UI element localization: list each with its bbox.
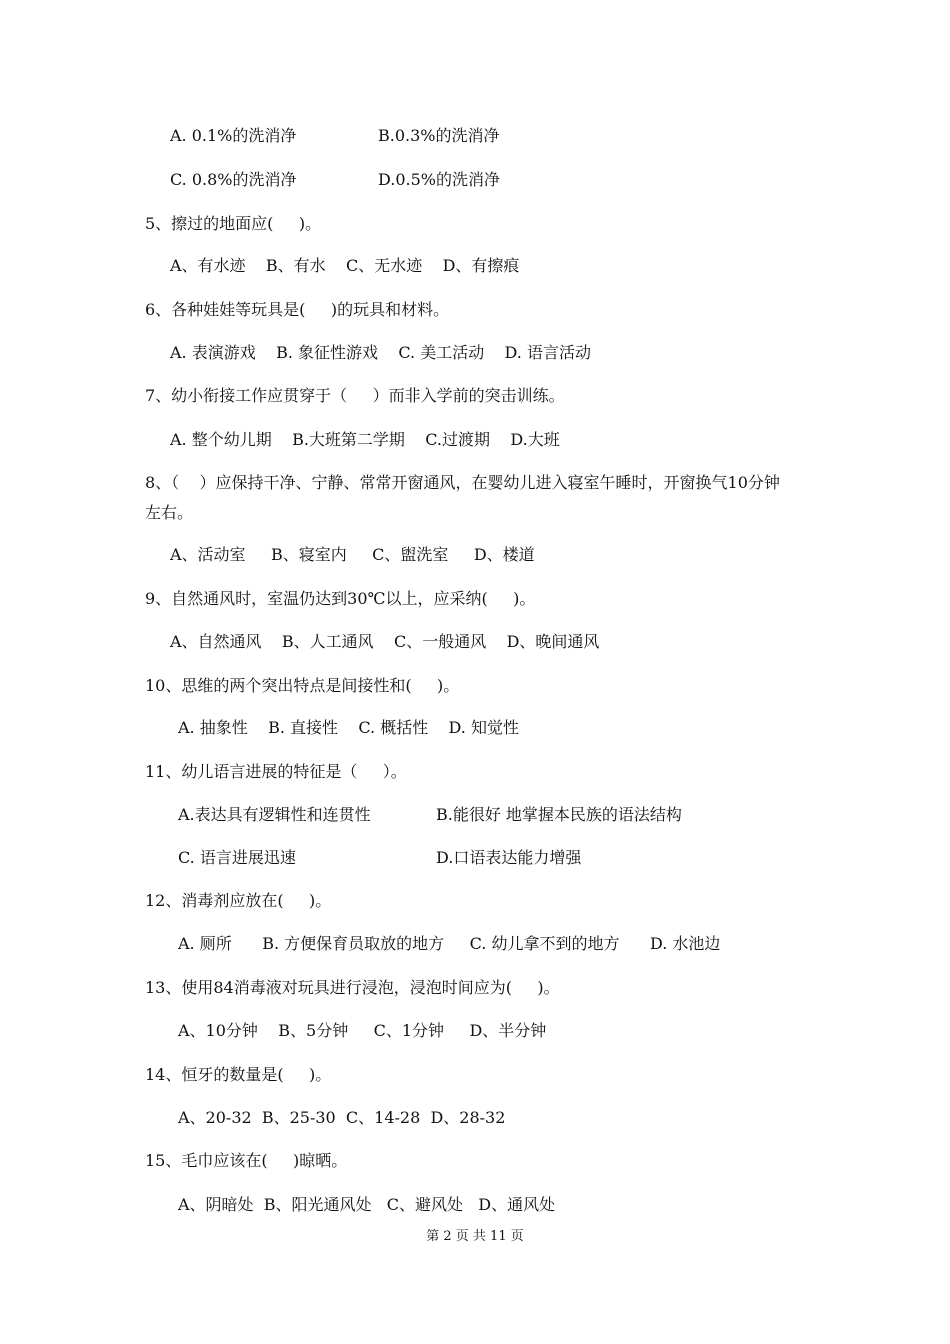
q4-option-a: A. 0.1%的洗消净 [170, 126, 297, 145]
q4-option-d: D.0.5%的洗消净 [378, 170, 500, 189]
q6-options: A. 表演游戏 B. 象征性游戏 C. 美工活动 D. 语言活动 [170, 343, 591, 362]
q9-options: A、自然通风 B、人工通风 C、一般通风 D、晚间通风 [170, 632, 600, 651]
q11-option-a: A.表达具有逻辑性和连贯性 [178, 805, 371, 824]
q11-option-c: C. 语言进展迅速 [178, 848, 296, 867]
q8-stem-line1: 8、（ ）应保持干净、宁静、常常开窗通风，在婴幼儿进入寝室午睡时，开窗换气10分钟 [145, 473, 780, 492]
q14-options: A、20-32 B、25-30 C、14-28 D、28-32 [178, 1108, 506, 1127]
q14-stem: 14、恒牙的数量是( )。 [145, 1065, 332, 1084]
q15-stem: 15、毛巾应该在( )晾晒。 [145, 1151, 348, 1170]
q10-stem: 10、思维的两个突出特点是间接性和( )。 [145, 676, 460, 695]
q5-options: A、有水迹 B、有水 C、无水迹 D、有擦痕 [170, 256, 520, 275]
q4-option-c: C. 0.8%的洗消净 [170, 170, 297, 189]
q8-options: A、活动室 B、寝室内 C、盥洗室 D、楼道 [170, 545, 535, 564]
q13-stem: 13、使用84消毒液对玩具进行浸泡，浸泡时间应为( )。 [145, 978, 560, 997]
q13-options: A、10分钟 B、5分钟 C、1分钟 D、半分钟 [178, 1021, 547, 1040]
q7-stem: 7、幼小衔接工作应贯穿于（ ）而非入学前的突击训练。 [145, 386, 565, 405]
q5-stem: 5、擦过的地面应( )。 [145, 214, 322, 233]
q7-options: A. 整个幼儿期 B.大班第二学期 C.过渡期 D.大班 [170, 430, 560, 449]
q4-option-b: B.0.3%的洗消净 [378, 126, 500, 145]
q6-stem: 6、各种娃娃等玩具是( )的玩具和材料。 [145, 300, 450, 319]
q10-options: A. 抽象性 B. 直接性 C. 概括性 D. 知觉性 [178, 718, 519, 737]
q11-option-d: D.口语表达能力增强 [436, 848, 582, 867]
page-number-footer: 第 2 页 共 11 页 [426, 1229, 524, 1244]
q15-options: A、阴暗处 B、阳光通风处 C、避风处 D、通风处 [178, 1195, 556, 1214]
q8-stem-line2: 左右。 [145, 503, 194, 522]
q11-stem: 11、幼儿语言进展的特征是（ ）。 [145, 762, 407, 781]
q12-stem: 12、消毒剂应放在( )。 [145, 891, 332, 910]
q9-stem: 9、自然通风时，室温仍达到30℃以上，应采纳( )。 [145, 589, 536, 608]
q12-options: A. 厕所 B. 方便保育员取放的地方 C. 幼儿拿不到的地方 D. 水池边 [178, 934, 721, 953]
q11-option-b: B.能很好 地掌握本民族的语法结构 [436, 805, 682, 824]
